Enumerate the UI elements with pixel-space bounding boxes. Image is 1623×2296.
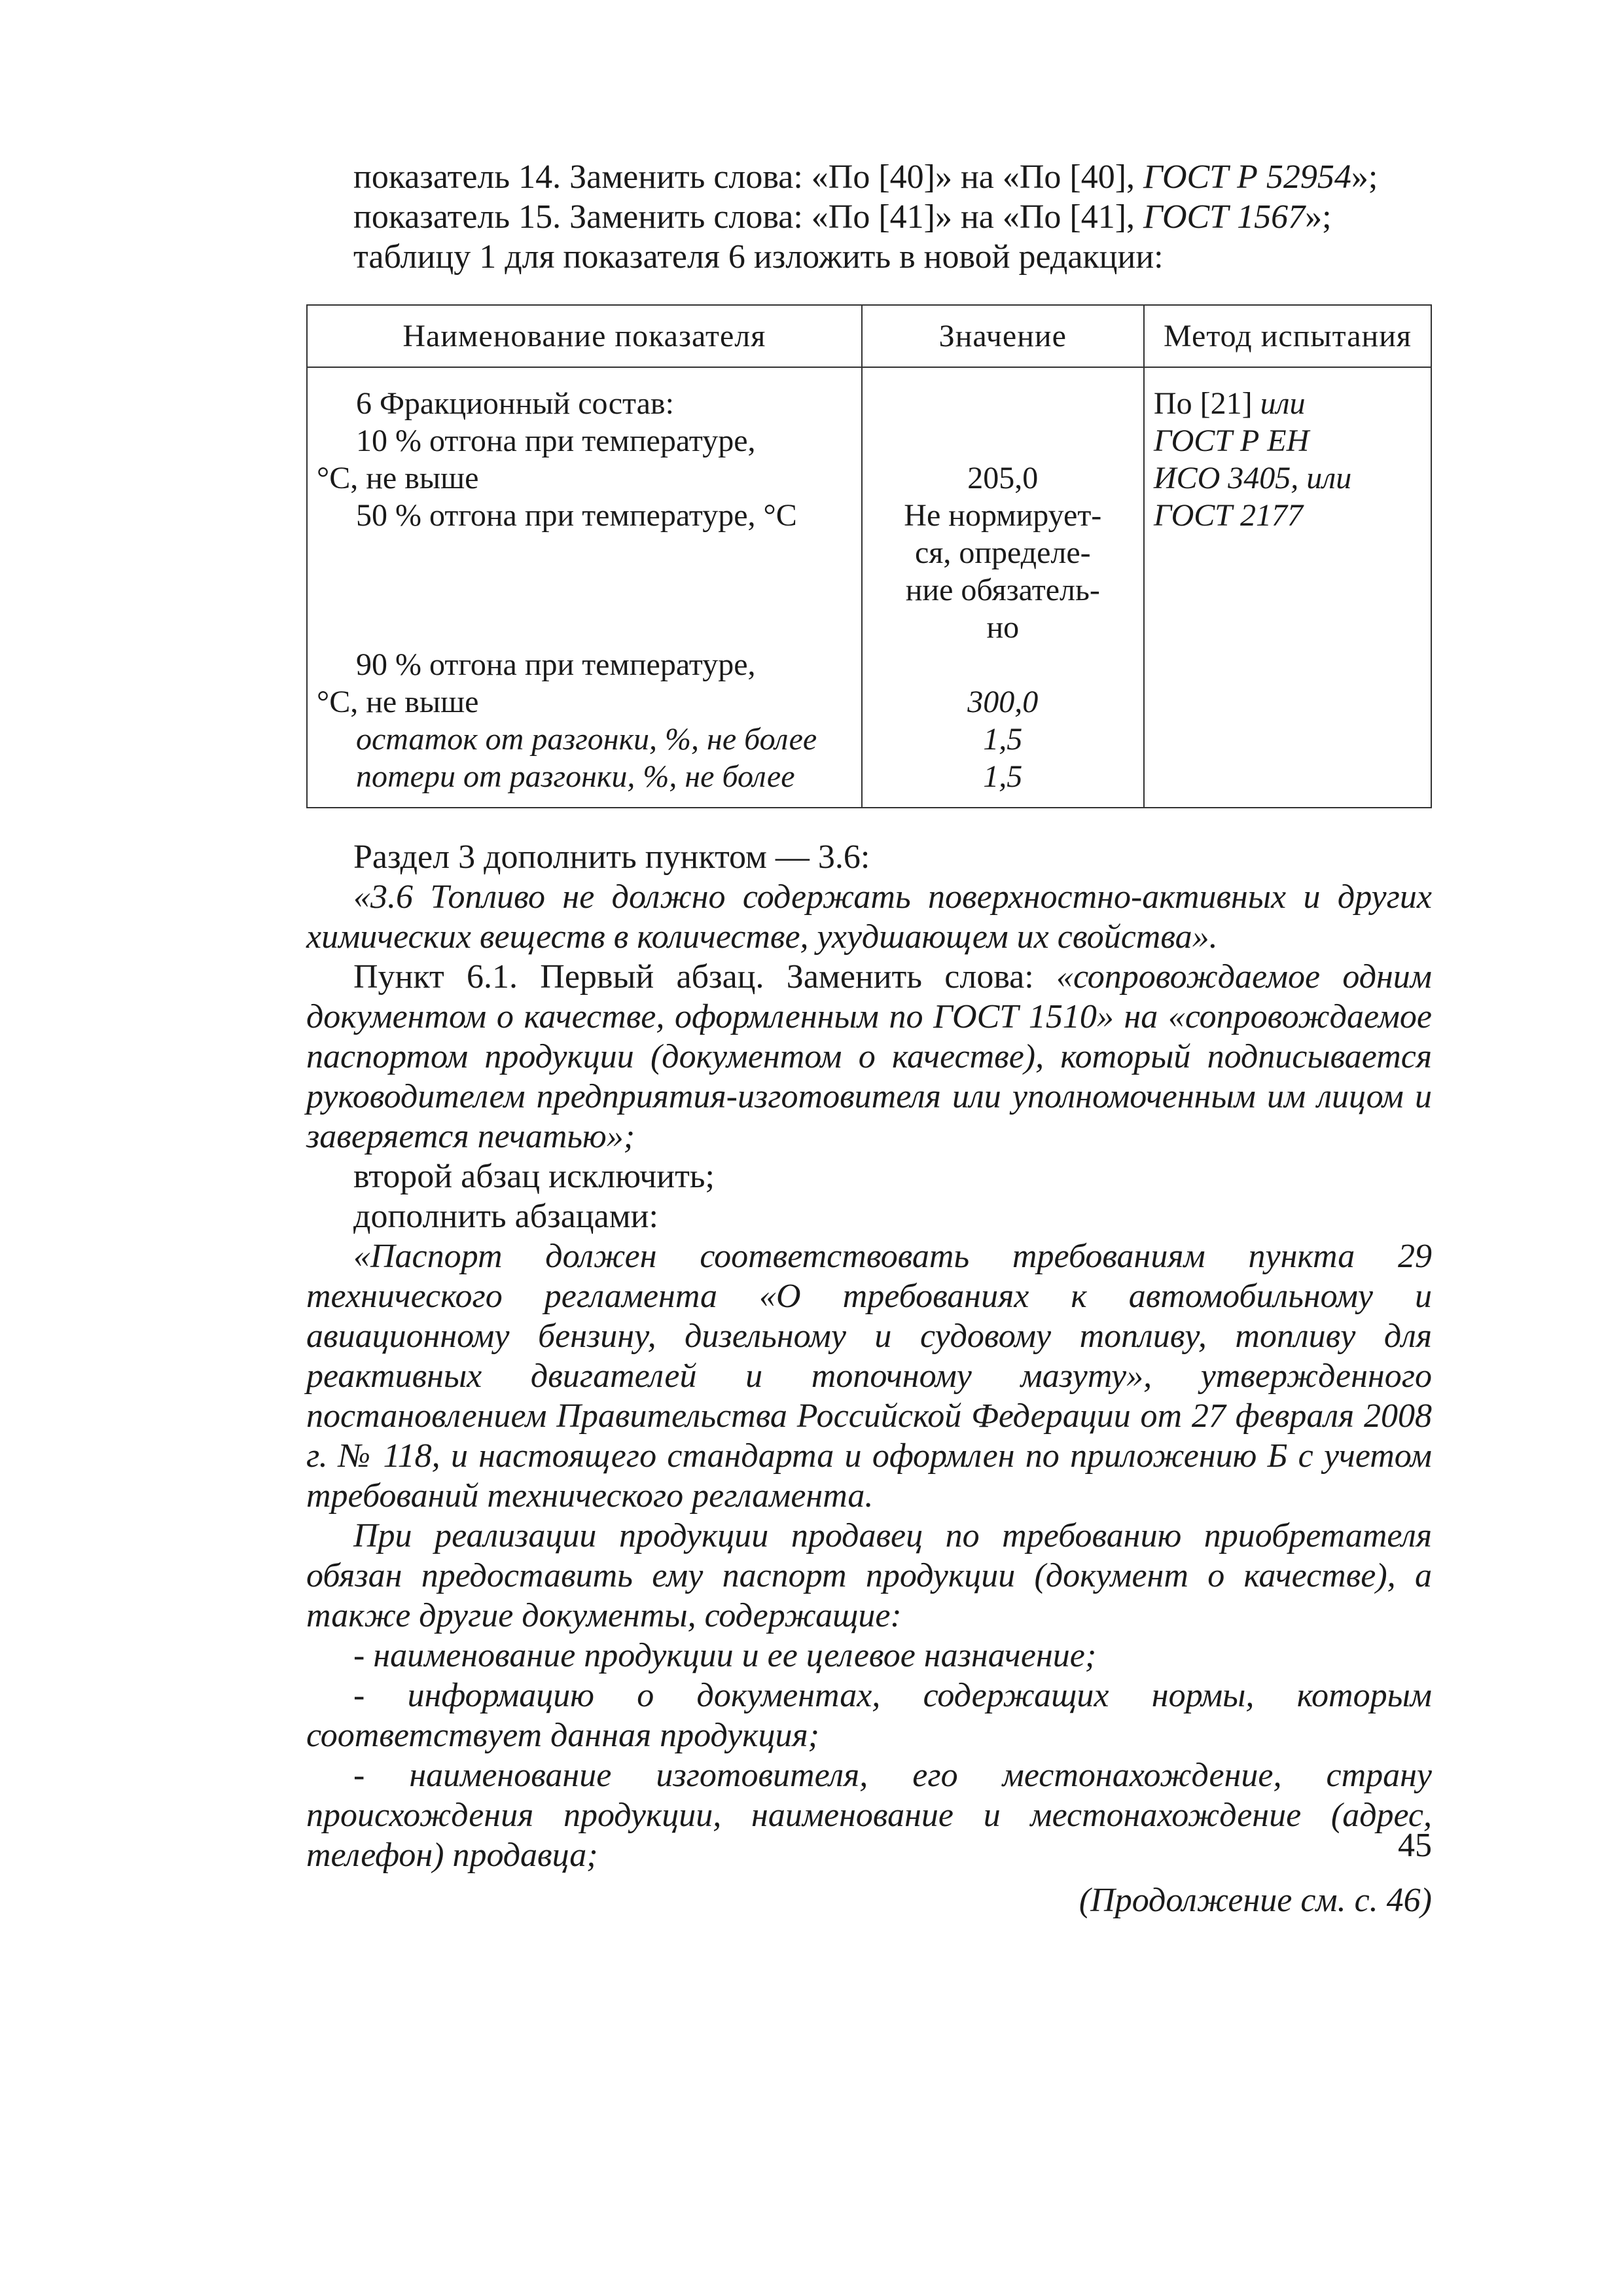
header-value: Значение	[862, 305, 1144, 367]
spacer	[317, 609, 852, 646]
method-ref: По [21]	[1153, 386, 1260, 421]
list-item: - наименование изготовителя, его местонахождение, страну происхождения продукции, наименование и местонахождение (адрес, телефон) продавца;	[306, 1757, 1432, 1874]
amendment-15-gost: ГОСТ 1567	[1143, 198, 1306, 236]
passport-paragraph: «Паспорт должен соответствовать требованиям пункта 29 технического регламента «О требованиях к автомобильному и авиационному бензину, дизельному и судовому топливу, топливу для реактивных двигателей и топочному мазуту», утвержденного постановлением Правительства Российской Федерации от 27 февраля 2008 г. № 118, и настоящего стандарта и оформлен по приложению Б с учетом требований технического регламента.	[306, 1238, 1432, 1515]
list-item: - наименование продукции и ее целевое назначение;	[353, 1637, 1097, 1674]
second-abzac: второй абзац исключить;	[353, 1158, 715, 1195]
spacer	[872, 646, 1134, 683]
amendment-table-text: таблицу 1 для показателя 6 изложить в новой редакции:	[353, 238, 1164, 276]
paragraph-6-1-replacement: «сопровождаемое одним документом о качестве, оформленным по ГОСТ 1510» на «сопровождаемое паспортом продукции (документом о качестве), который подписывается руководителем предприятия-изготовителя или уполномоченным им лицом и заверяется печатью»;	[306, 958, 1432, 1155]
amendment-14-end: »;	[1351, 158, 1378, 196]
indicator-50: 50 % отгона при температуре, °С	[356, 498, 797, 533]
method-or: или	[1260, 386, 1306, 421]
amendment-table	[306, 237, 1432, 277]
amendment-15-end: »;	[1305, 198, 1332, 236]
spacer	[872, 422, 1134, 459]
value-90: 300,0	[967, 685, 1039, 719]
indicator-10-line1: 10 % отгона при температуре,	[356, 423, 756, 458]
amendment-14-gost: ГОСТ Р 52954	[1143, 158, 1351, 196]
table-row	[307, 367, 1431, 808]
page-content	[306, 157, 1432, 1920]
indicator-losses: потери от разгонки, %, не более	[356, 759, 795, 794]
paragraph-6-1	[306, 957, 1432, 1157]
method-line2: ГОСТ Р ЕН	[1153, 423, 1310, 458]
indicator-table	[306, 304, 1432, 808]
value-10: 205,0	[967, 461, 1039, 495]
method-line4: ГОСТ 2177	[1153, 498, 1303, 533]
amendment-15	[306, 197, 1432, 237]
value-losses: 1,5	[983, 759, 1023, 794]
spacer	[317, 571, 852, 609]
spacer	[872, 385, 1134, 422]
header-test-method: Метод испытания	[1144, 305, 1431, 367]
amendment-14	[306, 157, 1432, 197]
method-line3: ИСО 3405, или	[1153, 461, 1352, 495]
indicator-residue: остаток от разгонки, %, не более	[356, 722, 817, 757]
value-50-line4: но	[986, 610, 1020, 645]
indicator-90-line2: °С, не выше	[317, 685, 479, 719]
indicator-title: 6 Фракционный состав:	[356, 386, 674, 421]
continuation-note: (Продолжение см. с. 46)	[1079, 1882, 1432, 1919]
value-50-line2: ся, определе-	[914, 535, 1091, 570]
method-cell	[1144, 367, 1431, 808]
value-residue: 1,5	[983, 722, 1023, 757]
page-number: 45	[1398, 1827, 1432, 1864]
amendment-14-text: показатель 14. Заменить слова: «По [40]» на «По [40],	[353, 158, 1144, 196]
list-item: - информацию о документах, содержащих нормы, которым соответствует данная продукция;	[306, 1677, 1432, 1754]
indicator-10-line2: °С, не выше	[317, 461, 479, 495]
method-line1	[1154, 385, 1421, 422]
header-indicator-name: Наименование показателя	[307, 305, 862, 367]
spacer	[317, 534, 852, 571]
sale-paragraph: При реализации продукции продавец по требованию приобретателя обязан предоставить ему паспорт продукции (документ о качестве), а также другие документы, содержащие:	[306, 1517, 1432, 1634]
table-header-row	[307, 305, 1431, 367]
section3-text: «3.6 Топливо не должно содержать поверхностно-активных и других химических веществ в количестве, ухудшающем их свойства».	[306, 878, 1432, 956]
amendment-15-text: показатель 15. Заменить слова: «По [41]» на «По [41],	[353, 198, 1144, 236]
value-cell	[862, 367, 1144, 808]
paragraph-6-1-lead: Пункт 6.1. Первый абзац. Заменить слова:	[353, 958, 1056, 996]
indicator-90-line1: 90 % отгона при температуре,	[356, 647, 756, 682]
value-50-line3: ние обязатель-	[905, 573, 1100, 607]
add-abzacs: дополнить абзацами:	[353, 1198, 658, 1235]
value-50-line1: Не нормирует-	[904, 498, 1102, 533]
indicator-cell	[307, 367, 862, 808]
section3-intro: Раздел 3 дополнить пунктом — 3.6:	[353, 838, 870, 876]
